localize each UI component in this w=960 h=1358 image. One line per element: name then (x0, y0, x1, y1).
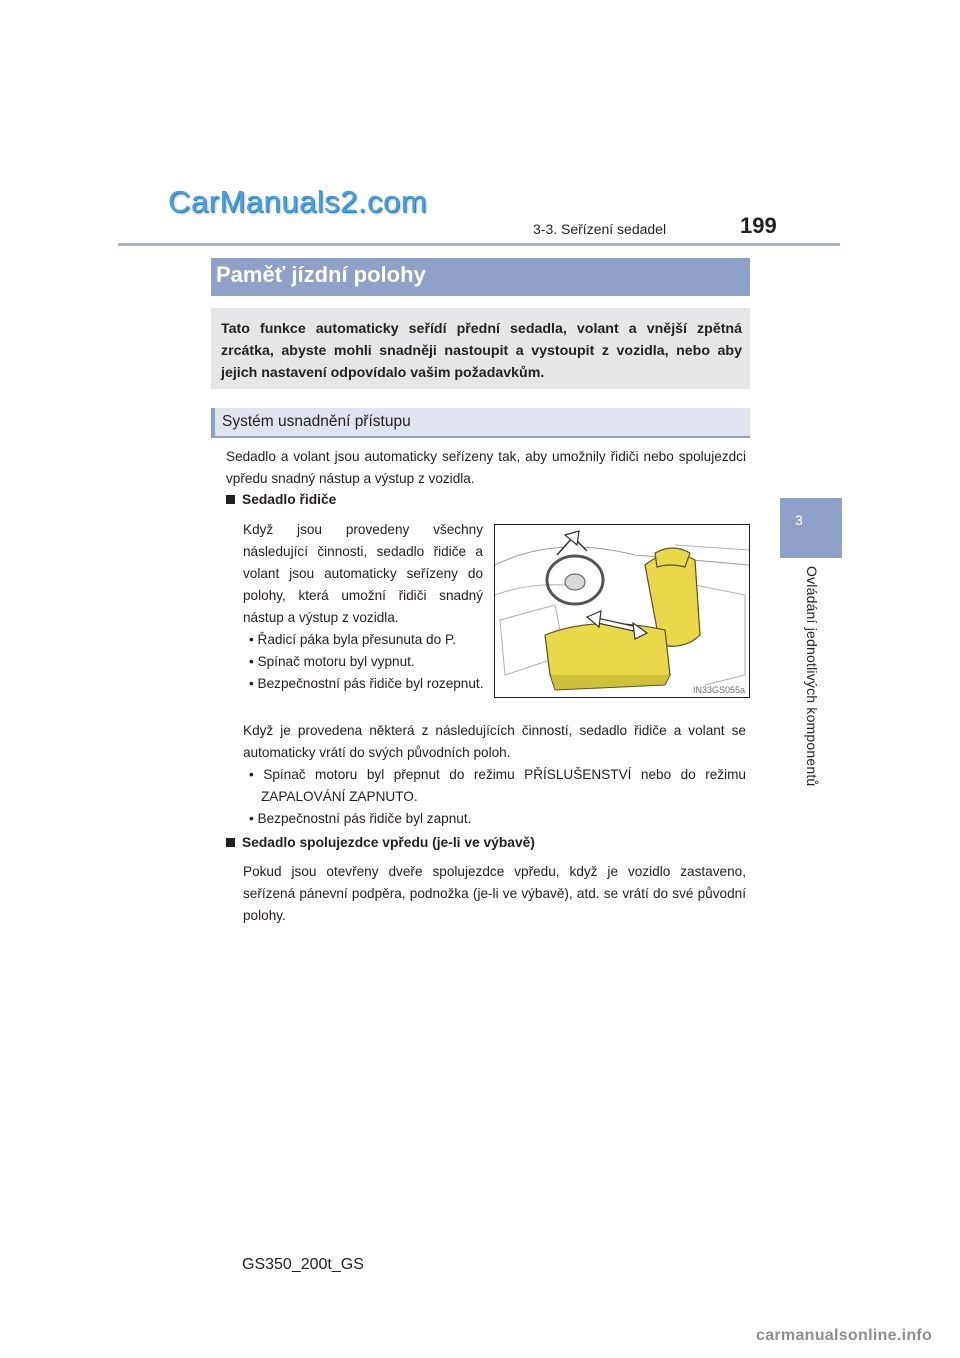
chapter-label: Ovládání jednotlivých komponentů (804, 566, 820, 787)
intro-text: Tato funkce automaticky seřídí přední sedadla, volant a vnější zpětná zrcátka, abyste mohli snadněji nastoupit a vystoupit z vozidla, nebo aby jejich nastavení odpovídalo vašim požadavkům. (221, 321, 742, 381)
driver-seat-heading-text: Sedadlo řidiče (242, 492, 337, 507)
passenger-seat-heading (226, 835, 535, 850)
passenger-seat-text: Pokud jsou otevřeny dveře spolujezdce vpředu, když je vozidlo zastaveno, seřízená pánevní podpěra, podnožka (je-li ve výbavě), atd. se vrátí do své původní polohy. (243, 864, 746, 923)
subsection-title: Systém usnadnění přístupu (222, 413, 411, 430)
driver-return-conditions (249, 764, 746, 830)
list-item: • Spínač motoru byl vypnut. (249, 654, 415, 669)
illustration-code: IN33GS055a (692, 685, 745, 695)
page-number: 199 (740, 213, 777, 238)
header-divider (118, 243, 840, 246)
watermark-logo-top: CarManuals2.com (168, 184, 428, 219)
header-section-title: 3-3. Seřízení sedadel (533, 221, 667, 237)
driver-seat-conditions (249, 629, 489, 695)
watermark-bottom: carmanualsonline.info (756, 1327, 933, 1344)
seat-illustration (494, 524, 750, 698)
driver-seat-text: Když jsou provedeny všechny následující činnosti, sedadlo řidiče a volant jsou automaticky seřízeny do polohy, která umožní řidiči snadný nástup a výstup z vozidla. (243, 522, 483, 625)
subsection-underline (211, 436, 750, 438)
square-bullet-icon (226, 495, 235, 504)
chapter-number: 3 (795, 512, 803, 528)
chapter-tab (780, 498, 842, 558)
list-item: • Spínač motoru byl přepnut do režimu PŘÍSLUŠENSTVÍ nebo do režimu ZAPALOVÁNÍ ZAPNUTO. (249, 767, 746, 804)
section-title: Paměť jízdní polohy (216, 262, 426, 287)
list-item: • Řadicí páka byla přesunuta do P. (249, 632, 457, 647)
paragraph-access-system: Sedadlo a volant jsou automaticky seřízeny tak, aby umožnily řidiči nebo spolujezdci vpředu snadný nástup a výstup z vozidla. (226, 449, 746, 486)
square-bullet-icon (226, 838, 235, 847)
list-item: • Bezpečnostní pás řidiče byl zapnut. (249, 811, 472, 826)
passenger-seat-heading-text: Sedadlo spolujezdce vpředu (je-li ve výbavě) (242, 835, 535, 850)
driver-seat-heading (226, 492, 336, 507)
list-item: • Bezpečnostní pás řidiče byl rozepnut. (249, 676, 484, 691)
driver-return-text: Když je provedena některá z následujících činností, sedadlo řidiče a volant se automaticky vrátí do svých původních poloh. (243, 723, 746, 760)
seat-drawing-icon (495, 525, 749, 697)
footer-model-code: GS350_200t_GS (242, 1256, 364, 1273)
